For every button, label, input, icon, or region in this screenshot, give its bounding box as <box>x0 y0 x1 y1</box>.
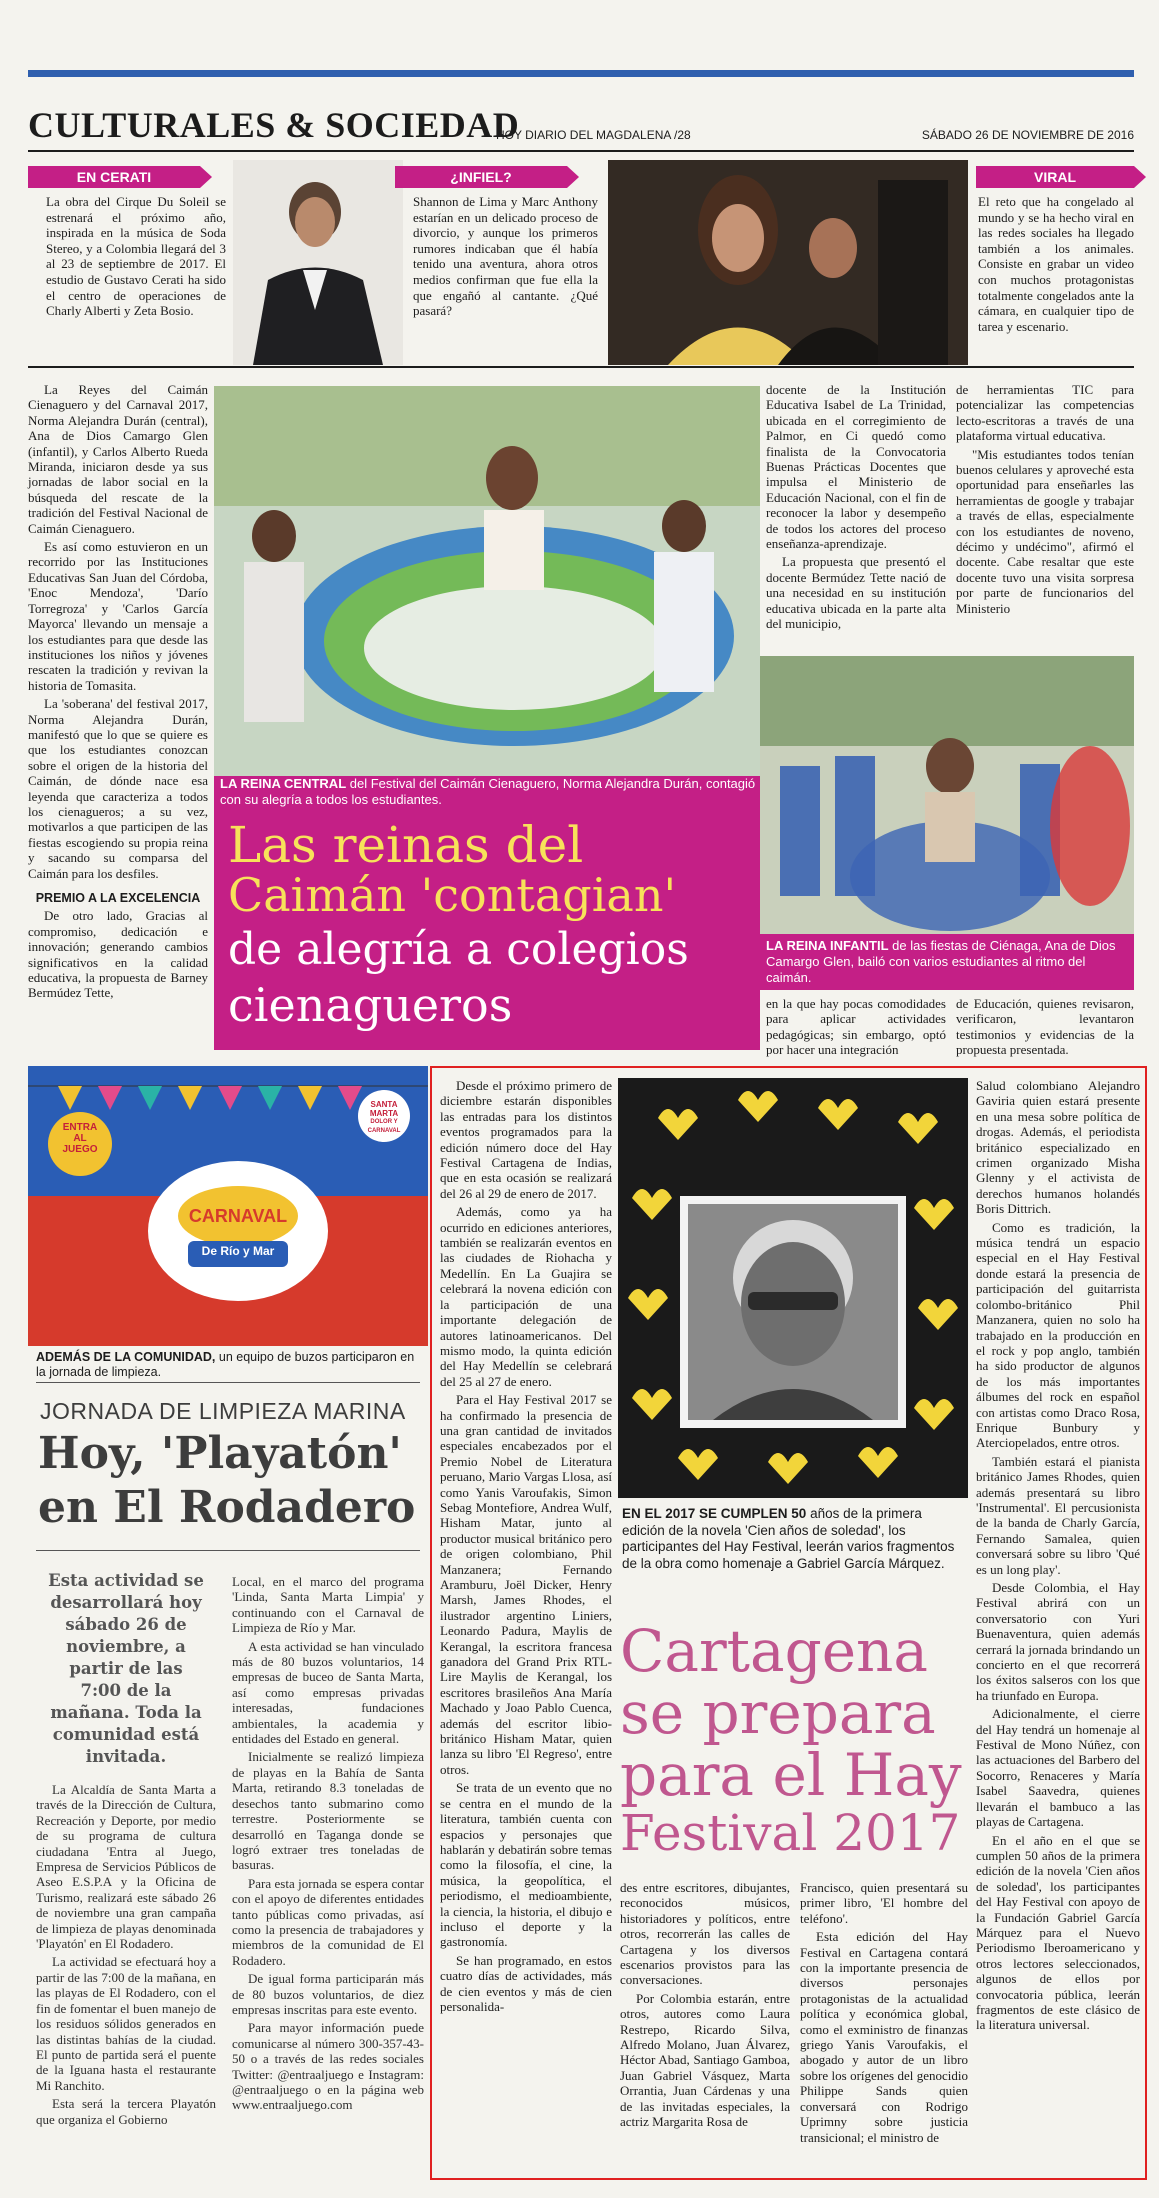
paragraph: Salud colombiano Alejandro Gaviria quien estará presente en una mesa sobre política de drogas. Además, el periodista británico especializado en crimen organizado Misha Glenny y el activista de derechos humanos holandés Boris Dittrich. <box>976 1078 1140 1217</box>
hay-column-1 <box>440 1078 612 2014</box>
paragraph: La Reyes del Caimán Cienaguero y del Carnaval 2017, Norma Alejandra Durán (central), Ana de Dios Camargo Glen (infantil), y Carlos Alberto Rueda Miranda, iniciaron desde ya sus jornadas de labor social en la búsqueda del rescate de la tradición del Festival Nacional de Caimán Cienaguero. <box>28 382 208 536</box>
paragraph: Además, como ya ha ocurrido en ediciones anteriores, también se realizarán eventos en las ciudades de Riohacha y Medellín. En La Guajira se celebrará la novena edición con la participación de una importante delegación de autores latinoamericanos. Del mismo modo, la quinta edición del Hay Medellín se celebrará del 25 al 27 de enero. <box>440 1204 612 1389</box>
reinas-headline-2: Caimán 'contagian' <box>228 868 677 922</box>
issue-date: SÁBADO 26 DE NOVIEMBRE DE 2016 <box>921 128 1134 142</box>
paragraph: La 'soberana' del festival 2017, Norma Alejandra Durán, manifestó que lo que se quiere es que los estudiantes conozcan sobre el origen de la historia del Caimán, de dónde nace esa leyenda que caracteriza a todos los cienagueros; a su vez, motivarlos a que participen de las fiestas escogiendo su propia reina y sacando su comparsa del Caimán para los desfiles. <box>28 696 208 881</box>
ad-corner-line-3: DOLOR Y CARNAVAL <box>367 1119 401 1134</box>
reinas-main-caption <box>220 776 756 808</box>
paragraph: docente de la Institución Educativa Isabel de La Trinidad, ubicada en el corregimiento de Palmor, en Ci quedó como finalista de la Convocatoria Buenas Prácticas Docentes que impulsa el Ministerio de Educación Nacional, con el fin de reconocer la labor y desempeño de todos los actores del proceso enseñanza-aprendizaje. <box>766 382 946 552</box>
paragraph: Por Colombia estarán, entre otros, autores como Laura Restrepo, Ricardo Silva, Alfredo Molano, Juan Álvarez, Héctor Abad, Santiago Gamboa, Juan Gabriel Vásquez, Marta Orrantia, Juan Cárdenas y una de las invitadas especiales, la actriz Margarita Rosa de <box>620 1990 790 2130</box>
brief-text-infiel: Shannon de Lima y Marc Anthony estarían en un delicado proceso de divorcio, y aunque los primeros rumores indicaban que él había tenido una aventura, ahora otros medios confirman que fue ella la que engañó al cantante. ¿Qué pasará? <box>413 194 598 319</box>
reinas-column-4-end: de Educación, quienes revisaron, verificaron, levantaron testimonios y evidencias de la propuesta presentada. <box>956 996 1134 1058</box>
paragraph: Adicionalmente, el cierre del Hay tendrá un homenaje al Festival de Mono Núñez, con las actuaciones del Barbero del Socorro, Renaceres y María Isabel Saavedra, quienes llevarán el bambuco a las playas de Cartagena. <box>976 1706 1140 1830</box>
paragraph: Esta edición del Hay Festival en Cartagena contará con la importante presencia de diversos personajes protagonistas de la actualidad política y económica global, como el exministro de finanzas griego Yanis Varoufakis, el abogado y autor de un libro sobre los orígenes del genocidio Philippe Sands quien conversará con Rodrigo Uprimny sobre justicia transicional; el ministro de <box>800 1929 968 2145</box>
caption-text: años de la primera edición de la novela 'Cien años de soledad', los participantes del Hay Festival, leerán varios fragmentos de la obra como homenaje a Gabriel García Márquez. <box>622 1506 955 1571</box>
paragraph: A esta actividad se han vinculado más de 80 buzos voluntarios, 14 empresas de buceo de Santa Marta, así como empresas privadas interesadas, fundaciones ambientales, la academia y entidades del Estado en general. <box>232 1638 424 1747</box>
hay-photo-caption <box>622 1506 968 1572</box>
subhead: PREMIO A LA EXCELENCIA <box>35 891 201 905</box>
ad-corner-logo <box>362 1100 406 1136</box>
garcia-marquez-photo <box>618 1078 968 1498</box>
paragraph: Desde el próximo primero de diciembre estarán disponibles las entradas para los distintos eventos programados para la edición número doce del Hay Festival Cartagena de Indias, que en esta ocasión se realizará del 26 al 29 de enero de 2017. <box>440 1078 612 1201</box>
paragraph: Es así como estuvieron en un recorrido por las Instituciones Educativas San Juan del Córdoba, 'Enoc Mendoza', 'Darío Torregroza' y 'Carlos García Mayorca' llevando un mensaje a los estudiantes para que desde las instituciones los niños y jóvenes rescaten la tradición y revivan la historia de Tomasita. <box>28 539 208 693</box>
caption-text: del Festival del Caimán Cienaguero, Norma Alejandra Durán, contagió con su alegría a todos los estudiantes. <box>220 776 756 807</box>
strip-divider <box>28 366 1134 368</box>
rule <box>36 1550 420 1551</box>
paragraph: La Alcaldía de Santa Marta a través de la Dirección de Cultura, Recreación y Deporte, por medio de su programa de cultura ciudadana 'Entra al Juego, Empresa de Servicios Públicos de Aseo E.S.P.A y la Oficina de Turismo, realizará este sábado 26 de noviembre una gran campaña de limpieza de playas denominada 'Playatón' en El Rodadero. <box>36 1782 216 1952</box>
reinas-headline-3: de alegría a colegios <box>228 924 689 975</box>
paragraph: Desde Colombia, el Hay Festival abrirá con un conversatorio con Yuri Buenaventura, quien además cerrará la jornada brindando un concierto en el que recorrerá los éxitos salseros con los que ha triunfado en Europa. <box>976 1580 1140 1703</box>
paragraph: Local, en el marco del programa 'Linda, Santa Marta Limpia' y continuando con el Carnaval de Limpieza de Río y Mar. <box>232 1574 424 1636</box>
paragraph: La actividad se efectuará hoy a partir de las 7:00 de la mañana, en las playas de El Rodadero, con el fin de fomentar el buen manejo de los residuos sólidos generados en las distintas bahías de la ciudad. El punto de partida será el puente de la Iguana hasta el restaurante Mi Ranchito. <box>36 1954 216 2093</box>
paragraph: De otro lado, Gracias al compromiso, dedicación e innovación; generando cambios significativos en la calidad educativa, la propuesta de Barney Bermúdez Tette, <box>28 908 208 1001</box>
hay-headline-3: para el Hay <box>620 1741 962 1809</box>
paragraph: La propuesta que presentó el docente Bermúdez Tette nació de una necesidad en su institución educativa ubicada en la parte alta del municipio, <box>766 554 946 632</box>
ad-corner-line-1: SANTA <box>370 1100 398 1109</box>
paragraph: Como es tradición, la música tendrá un espacio especial en el Hay Festival donde estará la presencia de participación del guitarrista colombo-británico Phil Manzanera, quien no solo ha trabajado en la producción en el rock y pop anglo, también ha sido productor de algunos de los más importantes álbumes del rock en español con artistas como Draco Rosa, Enrique Bunbury y Aterciopelados, entre otros. <box>976 1219 1140 1451</box>
couple-photo <box>608 160 968 365</box>
playaton-column-2 <box>232 1574 424 2113</box>
paragraph: Francisco, quien presentará su primer libro, 'El hombre del teléfono'. <box>800 1880 968 1926</box>
caption-lead: EN EL 2017 SE CUMPLEN 50 <box>622 1506 807 1521</box>
paragraph: Esta será la tercera Playatón que organiza el Gobierno <box>36 2096 216 2127</box>
caption-text: de las fiestas de Ciénaga, Ana de Dios Camargo Glen, bailó con varios estudiantes al ritmo del caimán. <box>766 938 1116 985</box>
paper-name: HOY DIARIO DEL MAGDALENA /28 <box>496 128 691 142</box>
paragraph: Se trata de un evento que no se centra en el mundo de la literatura, también cuenta con espacios y personajes que hablarán y debatirán sobre temas como la filosofía, el cine, la música, la geopolítica, el periodismo, el medioambiente, la ciencia, la historia, el dibujo e incluso el deporte y la gastronomía. <box>440 1780 612 1950</box>
playaton-column-1 <box>36 1782 216 2127</box>
playaton-kicker: JORNADA DE LIMPIEZA MARINA <box>40 1398 406 1424</box>
top-rule <box>28 70 1134 77</box>
section-title: CULTURALES & SOCIEDAD <box>28 105 520 145</box>
paragraph: De igual forma participarán más de 80 buzos voluntarios, de diez empresas inscritas para este evento. <box>232 1971 424 2017</box>
paragraph: de herramientas TIC para potencializar las competencias lecto-escritoras a través de una plataforma virtual educativa. <box>956 382 1134 444</box>
reinas-headline-1: Las reinas del <box>228 816 584 874</box>
brief-tag-viral: VIRAL <box>976 166 1134 188</box>
hay-column-2-bottom <box>620 1880 790 2130</box>
playaton-headline-2: en El Rodadero <box>38 1482 416 1533</box>
hay-column-4 <box>976 1078 1140 2033</box>
brief-text-viral: El reto que ha congelado al mundo y se ha hecho viral en las redes sociales ha llegado también a los animales. Consiste en grabar un video con muchos protagonistas totalmente congelados ante la cámara, en cualquier tipo de tarea y escenario. <box>978 194 1134 334</box>
reinas-main-photo <box>214 386 760 776</box>
masthead <box>28 105 1134 152</box>
brief-tag-infiel: ¿INFIEL? <box>395 166 567 188</box>
paragraph: En el año en el que se cumplen 50 años de la primera edición de la novela 'Cien años de soledad', los participantes del Hay Festival con apoyo de la Fundación Gabriel García Márquez para el Nuevo Periodismo Iberoamericano y otros lectores seleccionados, algunos de ellos por convocatoria pública, leerán fragmentos de este clásico de la literatura universal. <box>976 1832 1140 2033</box>
reinas-column-1 <box>28 382 208 1001</box>
ad-badge <box>58 1122 102 1155</box>
caption-lead: LA REINA CENTRAL <box>220 776 347 791</box>
caption-lead: ADEMÁS DE LA COMUNIDAD, <box>36 1350 216 1364</box>
caption-lead: LA REINA INFANTIL <box>766 938 889 953</box>
hay-headline-4: Festival 2017 <box>620 1804 961 1862</box>
paragraph: Para esta jornada se espera contar con el apoyo de diferentes entidades tanto públicas como privadas, así como la presencia de trabajadores y miembros de la comunidad de El Rodadero. <box>232 1875 424 1968</box>
paragraph: "Mis estudiantes todos tenían buenos celulares y aproveché esta oportunidad para enseñarles las herramientas de google y trabajar a través de ellas, especialmente con los estudiantes de noveno, décimo y undécimo", afirmó el docente. Cabe resaltar que este docente tuvo una visita sorpresa por parte de funcionarios del Ministerio <box>956 446 1134 616</box>
playaton-lead: Esta actividad se desarrollará hoy sábado 26 de noviembre, a partir de las 7:00 de la mañana. Toda la comunidad está invitada. <box>48 1571 204 1766</box>
paragraph: des entre escritores, dibujantes, reconocidos músicos, historiadores y políticos, entre otros, recorrerán las calles de Cartagena y los diversos escenarios provistos para las conversaciones. <box>620 1880 790 1988</box>
paragraph: Para el Hay Festival 2017 se ha confirmado la presencia de una gran cantidad de invitados especiales encabezados por el Premio Nobel de Literatura peruano, Mario Vargas Llosa, así como Yanis Varoufakis, Simon Sebag Montefiore, Andrea Wulf, Hisham Matar, junto al productor musical británico pero de origen colombiano, Phil Manzanera; Fernando Aramburu, Joël Dicker, Henry Marsh, James Rhodes, el ilustrador argentino Liniers, Leonardo Padura, Maylis de Kerangal, la escritora francesa ganadora del Grand Prix RTL-Lire Maylis de Kerangal, los escritores brasileños Ana María Machado y Joao Pablo Cuenca, además del escritor libio-británico Hisham Matar, quien lanza su libro 'El Regreso', entre otros. <box>440 1392 612 1777</box>
cerati-photo <box>233 160 403 365</box>
hay-column-3-bottom <box>800 1880 968 2145</box>
reinas-secondary-caption <box>766 938 1130 986</box>
reinas-secondary-photo <box>760 656 1134 934</box>
ad-corner-line-2: MARTA <box>369 1109 399 1118</box>
brief-text-cerati: La obra del Cirque Du Soleil se estrenará el próximo año, inspirada en la música de Soda Stereo, y a Colombia llegará del 3 al 23 de septiembre de 2017. El estudio de Gustavo Cerati ha sido el centro de operaciones de Charly Alberti y Zeta Bosio. <box>46 194 226 319</box>
ad-logo-text: CARNAVAL <box>188 1206 288 1226</box>
reinas-column-3 <box>766 382 946 632</box>
rule <box>36 1382 420 1383</box>
ad-badge-line-2: AL JUEGO <box>62 1133 98 1155</box>
playaton-headline-1: Hoy, 'Playatón' <box>38 1428 402 1479</box>
brief-tag-cerati: EN CERATI <box>28 166 200 188</box>
briefs-strip <box>28 160 1134 368</box>
reinas-column-3-end: en la que hay pocas comodidades para aplicar actividades pedagógicas; sin embargo, optó por hacer una integración <box>766 996 946 1058</box>
reinas-column-4 <box>956 382 1134 616</box>
ad-badge-line-1: ENTRA <box>62 1122 98 1133</box>
playaton-caption <box>36 1350 426 1380</box>
paragraph: Se han programado, en estos cuatro días de actividades, más de cien eventos y más de cien personalida- <box>440 1952 612 2014</box>
ad-logo-subtext: De Río y Mar <box>201 1244 275 1258</box>
paragraph: Inicialmente se realizó limpieza de playas en la Bahía de Santa Marta, retirando 8.3 toneladas de desechos tanto submarino como terrestre. Posteriormente se desarrolló en Taganga donde se logró extraer tres toneladas de basuras. <box>232 1749 424 1873</box>
paragraph: Para mayor información puede comunicarse al número 300-357-43-50 o a través de las redes sociales Twitter: @entraaljuego e Instagram: @entraaljuego o en la página web www.entraaljuego.com <box>232 2020 424 2113</box>
caption-text: un equipo de buzos participaron en la jornada de limpieza. <box>36 1350 415 1379</box>
reinas-headline-4: cienagueros <box>228 978 513 1032</box>
hay-headline-2: se prepara <box>620 1679 936 1747</box>
hay-headline-1: Cartagena <box>620 1617 928 1685</box>
paragraph: También estará el pianista británico James Rhodes, quien además presentará su libro 'Instrumental'. El percusionista de la banda de Charly García, Fernando Samalea, quien conversará sobre su libro 'Qué es un long play'. <box>976 1453 1140 1577</box>
